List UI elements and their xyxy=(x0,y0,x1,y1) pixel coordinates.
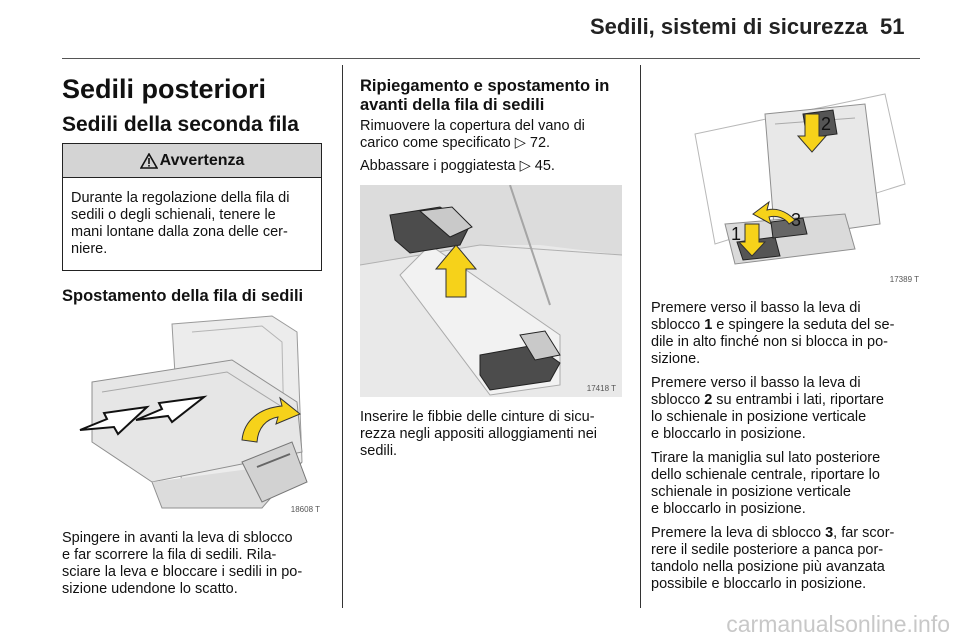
warning-triangle-icon xyxy=(140,153,158,169)
text-line: sizione. xyxy=(651,351,701,367)
text-line: rezza negli appositi alloggiamenti nei xyxy=(360,426,597,442)
watermark: carmanualsonline.info xyxy=(726,611,950,637)
col3-text xyxy=(651,300,926,593)
warning-line: mani lontane dalla zona delle cer- xyxy=(71,224,288,240)
text-bold: 3 xyxy=(825,525,834,541)
warning-line: niere. xyxy=(71,241,108,257)
paragraph-lever-1 xyxy=(651,300,926,368)
text-span: Premere la leva di sblocco xyxy=(651,525,826,541)
text-line: Spingere in avanti la leva di sblocco xyxy=(62,530,293,546)
page-header-title: Sedili, sistemi di sicurezza xyxy=(590,14,868,39)
text-line: Rimuovere la copertura del vano di xyxy=(360,118,585,134)
paragraph-lower-headrests xyxy=(360,158,635,175)
section-title: Sedili posteriori xyxy=(62,74,267,104)
text-line: Premere verso il basso la leva di xyxy=(651,375,861,391)
figure-seat-slide xyxy=(62,312,324,518)
text-span: sblocco xyxy=(651,317,705,333)
text-line: sciare la leva e bloccare i sedili in po- xyxy=(62,564,303,580)
figure-label-1: 1 xyxy=(731,224,742,244)
column-divider-1 xyxy=(342,65,343,608)
header-rule xyxy=(62,58,920,59)
warning-body xyxy=(63,178,321,258)
text-line: Premere verso il basso la leva di xyxy=(651,300,861,316)
paragraph-seat-slide xyxy=(62,530,337,598)
text-line: sedili. xyxy=(360,443,398,459)
page-ref: 45. xyxy=(534,158,555,174)
text-line: e bloccarlo in posizione. xyxy=(651,501,806,517)
figure-label-3: 3 xyxy=(791,210,802,230)
page-ref: 72. xyxy=(529,135,551,151)
text-line: schienale in posizione verticale xyxy=(651,484,851,500)
heading-line: Ripiegamento e spostamento in xyxy=(360,77,610,95)
page-number: 51 xyxy=(880,14,905,39)
figure-seat-fold-release xyxy=(655,74,923,288)
text-line xyxy=(360,135,635,152)
heading-line: avanti della fila di sedili xyxy=(360,96,545,114)
warning-header xyxy=(63,144,321,178)
column-divider-2 xyxy=(640,65,641,608)
text-line: possibile e bloccarlo in posizione. xyxy=(651,576,867,592)
figure-code: 17418 T xyxy=(586,384,616,393)
paragraph-handle xyxy=(651,450,926,518)
paragraph-remove-cover xyxy=(360,118,635,152)
text-line: rere il sedile posteriore a panca por- xyxy=(651,542,884,558)
text-line: Inserire le fibbie delle cinture di sicu- xyxy=(360,409,595,425)
figure-code: 18608 T xyxy=(290,505,320,514)
text-span: Abbassare i poggiatesta xyxy=(360,158,516,174)
heading-fold-row xyxy=(360,77,609,115)
belt-buckles-illustration xyxy=(360,185,622,397)
text-line: sizione udendone lo scatto. xyxy=(62,581,238,597)
seat-fold-illustration xyxy=(655,74,923,288)
warning-line: Durante la regolazione della fila di xyxy=(71,190,290,206)
text-line: Tirare la maniglia sul lato posteriore xyxy=(651,450,881,466)
text-line: e bloccarlo in posizione. xyxy=(651,426,806,442)
text-line: dile in alto finché non si blocca in po- xyxy=(651,334,888,350)
heading-seat-row-move: Spostamento della fila di sedili xyxy=(62,287,304,305)
page-ref-arrow-icon: ▷ xyxy=(514,135,526,151)
text-bold: 2 xyxy=(704,392,713,408)
text-line: tandolo nella posizione più avanzata xyxy=(651,559,885,575)
figure-belt-buckles xyxy=(360,185,622,397)
text-span: su entrambi i lati, riportare xyxy=(712,392,884,408)
text-line xyxy=(651,525,926,542)
subsection-title: Sedili della seconda fila xyxy=(62,113,299,136)
warning-box xyxy=(62,143,322,271)
seat-slide-illustration xyxy=(62,312,324,518)
warning-title: Avvertenza xyxy=(159,151,245,169)
text-line: dello schienale centrale, riportare lo xyxy=(651,467,880,483)
text-bold: 1 xyxy=(704,317,713,333)
warning-line: sedili o degli schienali, tenere le xyxy=(71,207,276,223)
text-span: carico come specificato xyxy=(360,135,511,151)
text-line: e far scorrere la fila di sedili. Rila- xyxy=(62,547,277,563)
paragraph-insert-buckles xyxy=(360,409,635,460)
text-span: e spingere la seduta del se- xyxy=(712,317,895,333)
text-line xyxy=(651,317,926,334)
figure-label-2: 2 xyxy=(821,114,832,134)
paragraph-lever-2 xyxy=(651,375,926,443)
text-line xyxy=(651,392,926,409)
text-span: sblocco xyxy=(651,392,705,408)
paragraph-lever-3 xyxy=(651,525,926,593)
page-ref-arrow-icon: ▷ xyxy=(519,158,531,174)
text-line xyxy=(360,158,635,175)
text-span: , far scor- xyxy=(833,525,895,541)
text-line: lo schienale in posizione verticale xyxy=(651,409,867,425)
figure-code: 17389 T xyxy=(889,275,919,284)
